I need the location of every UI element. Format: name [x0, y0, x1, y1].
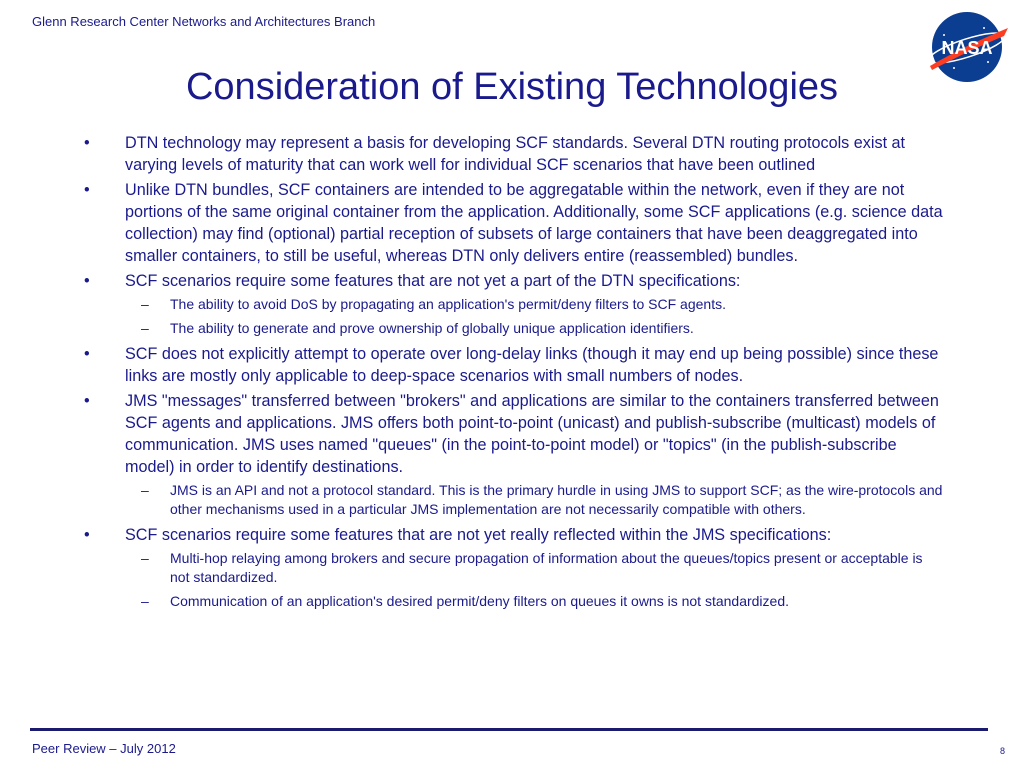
nasa-logo-text: NASA	[941, 38, 993, 58]
sub-bullet-marker: –	[141, 296, 149, 312]
header-org: Glenn Research Center Networks and Architectures Branch	[32, 14, 376, 29]
bullet-marker: •	[84, 526, 90, 544]
footer-label: Peer Review – July 2012	[32, 741, 176, 756]
bullet-marker: •	[84, 134, 90, 152]
bullet-item: • SCF scenarios require some features that are not yet a part of the DTN specifications:	[84, 272, 741, 290]
sub-bullet-marker: –	[141, 550, 149, 566]
sub-bullet-marker: –	[141, 320, 149, 336]
bullet-item: • DTN technology may represent a basis for developing SCF standards. Several DTN routing protocols exist at varying levels of maturity that can work well for individual SCF scenarios that have been outlined	[84, 134, 906, 174]
sub-bullet-item: – Communication of an application's desired permit/deny filters on queues it owns is not standardized.	[141, 593, 790, 609]
bullet-item: • SCF scenarios require some features that are not yet really reflected within the JMS specifications:	[84, 526, 832, 544]
bullet-marker: •	[84, 272, 90, 290]
bullet-list	[84, 132, 944, 616]
bullet-item: • Unlike DTN bundles, SCF containers are intended to be aggregatable within the network, even if they are not portions of the same original container from the application. Additionally, some SCF applications (e.g. science data collection) may find (optional) partial reception of subsets of large containers that have been deaggregated into smaller containers, to still be useful, whereas DTN only delivers entire (reassembled) bundles.	[84, 181, 943, 265]
page-title: Consideration of Existing Technologies	[185, 66, 839, 108]
sub-bullet-item: – The ability to avoid DoS by propagating an application's permit/deny filters to SCF agents.	[141, 296, 726, 312]
bullet-item: • SCF does not explicitly attempt to operate over long-delay links (though it may end up being possible) since these links are mostly only applicable to deep-space scenarios with small numbers of nodes.	[84, 345, 939, 385]
bullet-marker: •	[84, 181, 90, 199]
page-number: 8	[1000, 746, 1006, 756]
sub-bullet-marker: –	[141, 593, 149, 609]
bullet-item: • JMS "messages" transferred between "brokers" and applications are similar to the containers transferred between SCF agents and applications. JMS offers both point-to-point (unicast) and publish-subscribe (multicast) models of communication. JMS uses named "queues" (in the point-to-point model) or "topics" (in the publish-subscribe model) in order to identify destinations.	[84, 392, 939, 476]
sub-bullet-marker: –	[141, 482, 149, 498]
bullet-marker: •	[84, 392, 90, 410]
bullet-marker: •	[84, 345, 90, 363]
footer-divider	[30, 728, 988, 731]
sub-bullet-item: – Multi-hop relaying among brokers and secure propagation of information about the queues/topics present or acceptable is not standardized.	[141, 550, 923, 585]
sub-bullet-item: – The ability to generate and prove ownership of globally unique application identifiers.	[141, 320, 694, 336]
sub-bullet-item: – JMS is an API and not a protocol standard. This is the primary hurdle in using JMS to support SCF; as the wire-protocols and other mechanisms used in a particular JMS implementation are not necessarily compatible with others.	[141, 482, 943, 517]
